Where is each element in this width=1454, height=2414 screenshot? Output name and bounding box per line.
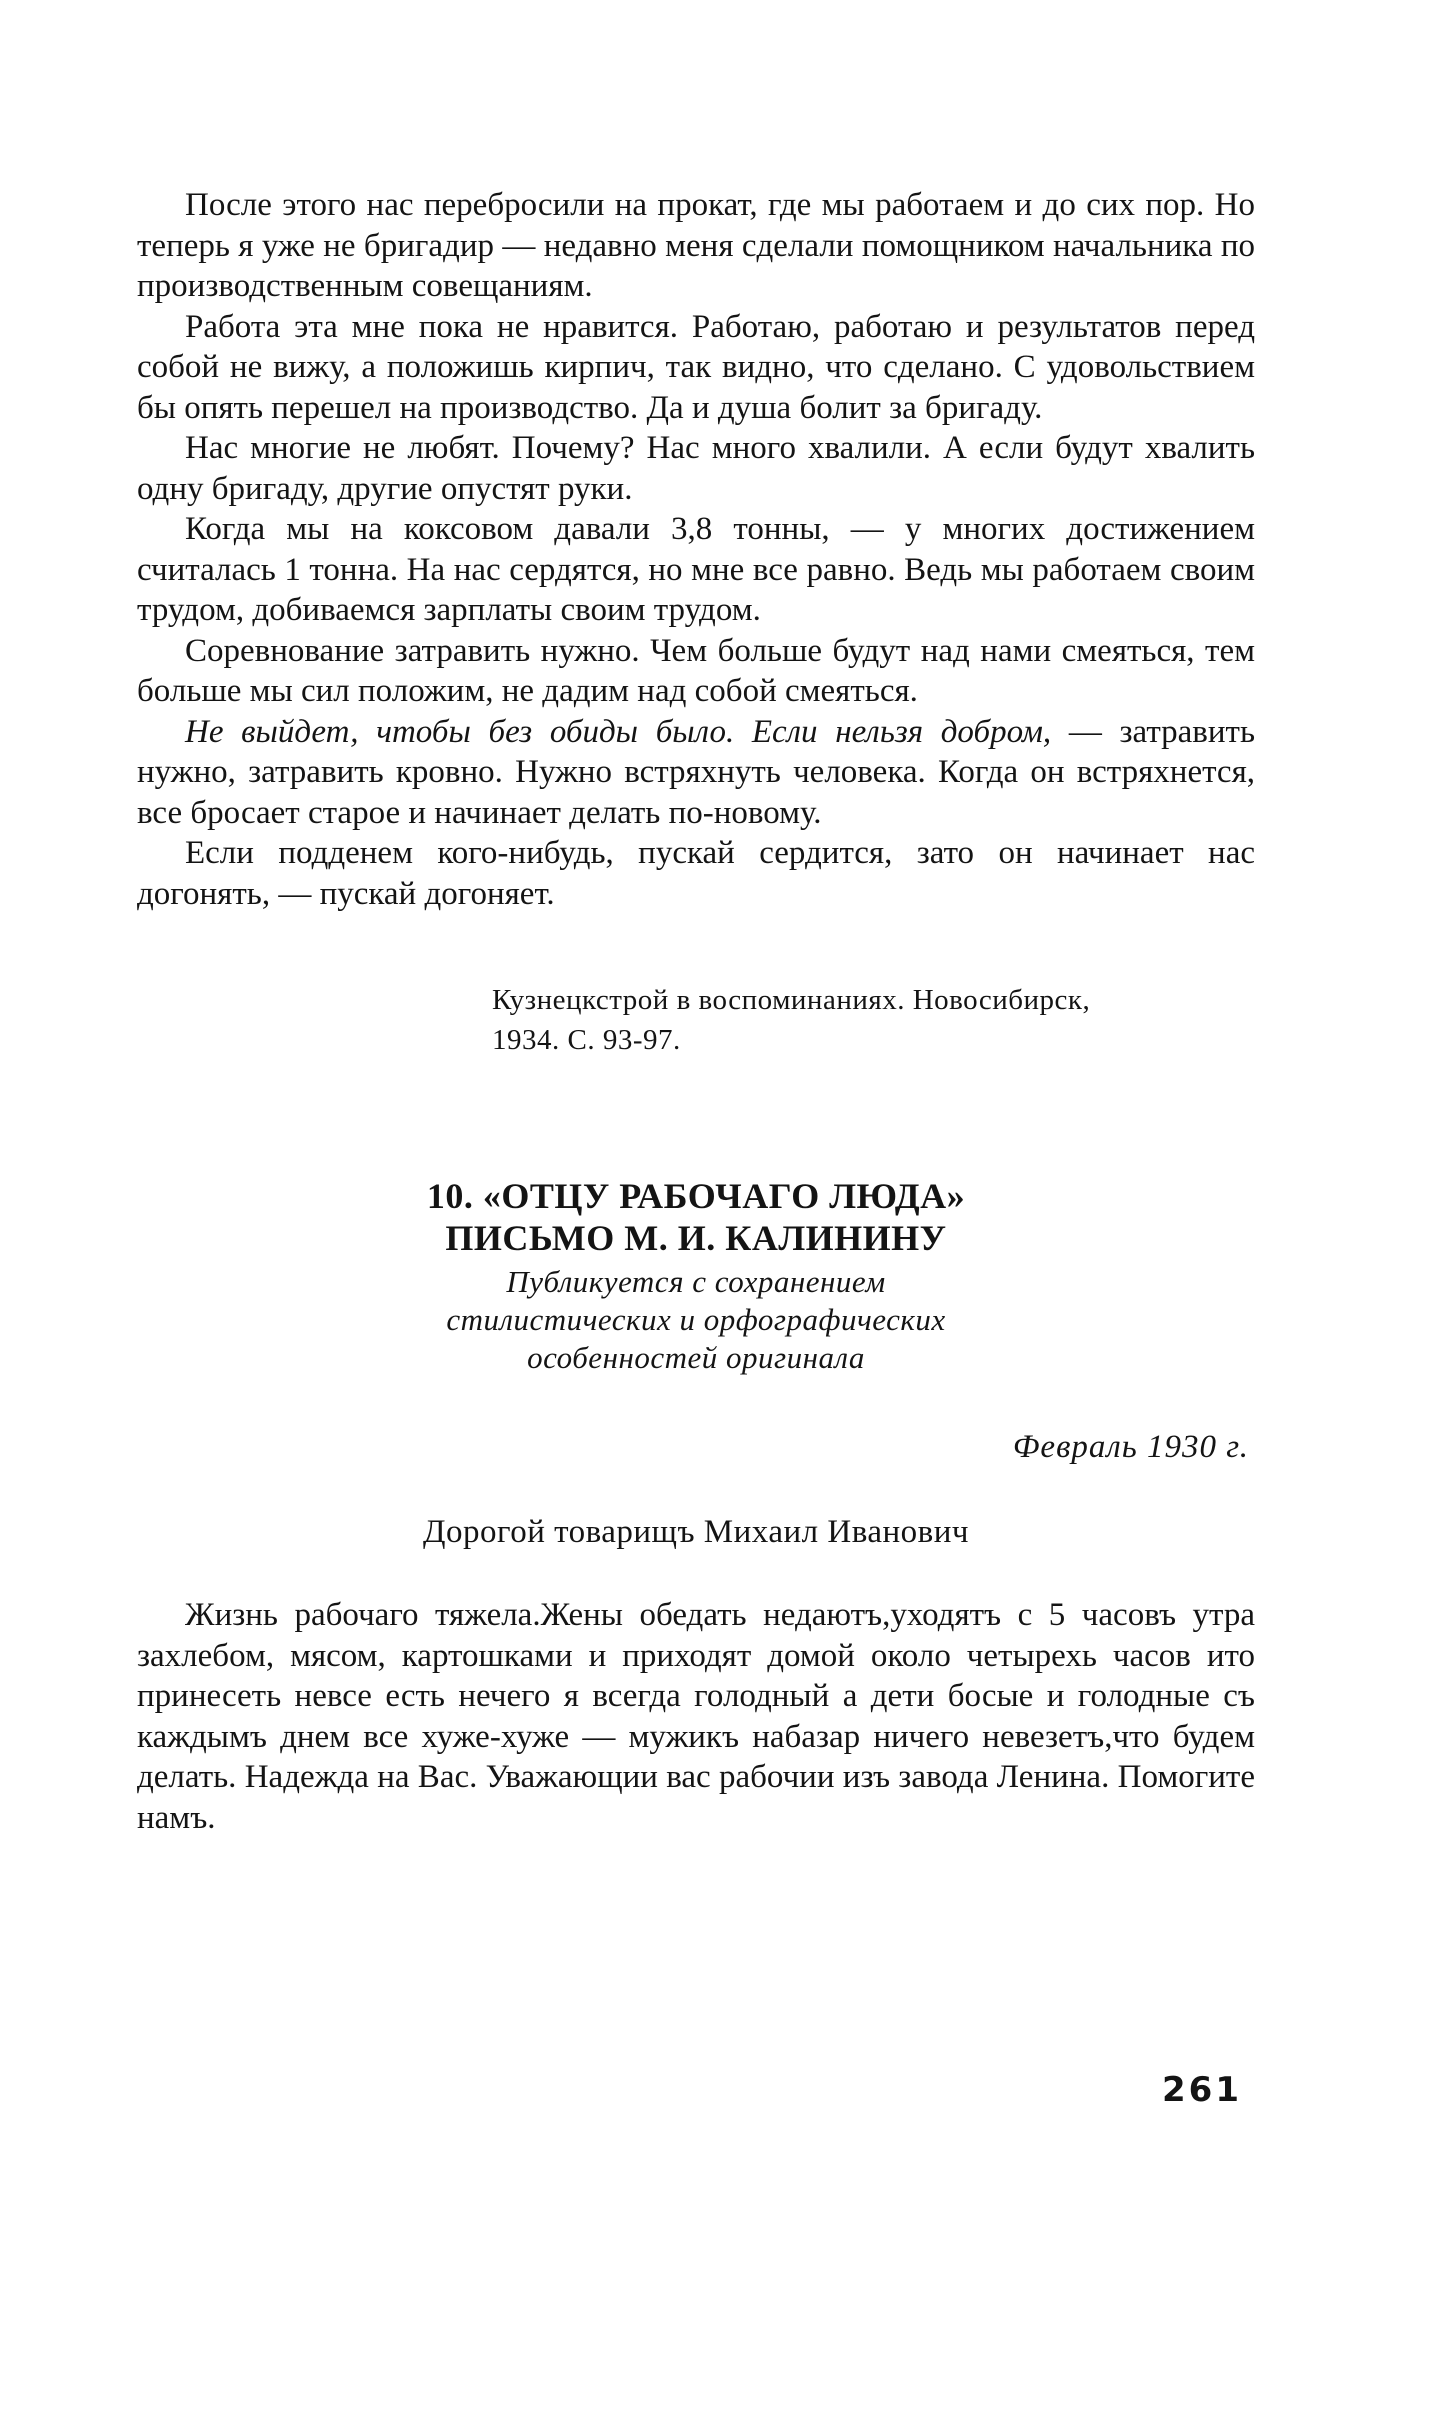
body-paragraph-4: Когда мы на коксовом давали 3,8 тонны, — у многих достижением считалась 1 тонна. На нас сердятся, но мне все равно. Ведь мы работаем своим трудом, добиваемся зарплаты своим трудом. [137, 511, 1255, 628]
body-paragraph-7: Если подденем кого-нибудь, пускай сердится, зато он начинает нас догонять, — пускай догоняет. [137, 835, 1255, 912]
citation-line-1: Кузнецкстрой в воспоминаниях. Новосибирск, [492, 984, 1091, 1016]
body-paragraph-1: После этого нас перебросили на прокат, где мы работаем и до сих пор. Но теперь я уже не бригадир — недавно меня сделали помощником начальника по производственным совещаниям. [137, 187, 1255, 304]
editorial-note-line-2: стилистических и орфографических [446, 1302, 946, 1337]
italic-phrase: Не выйдет, чтобы без обиды было. Если нельзя добром, [185, 713, 1052, 750]
body-paragraph-3: Нас многие не любят. Почему? Нас много хвалили. А если будут хвалить одну бригаду, другие опустят руки. [137, 430, 1255, 507]
letter-body: Жизнь рабочаго тяжела.Жены обедать недаютъ,уходятъ с 5 часовъ утра захлебом, мясом, картошками и приходят домой около четырехь часов ито принесеть невсе есть нечего я всегда голодный а дети босые и голодные съ каждымъ днем все хуже-хуже — мужикъ набазар ничего невезетъ,что будем делать. Надежда на Вас. Уважающии вас рабочии изъ завода Ленина. Помогите намъ. [137, 1597, 1255, 1836]
citation-line-2: 1934. С. 93-97. [492, 1024, 681, 1056]
document-heading [137, 1175, 1255, 1377]
text-column [137, 185, 1255, 1838]
editorial-note-line-3: особенностей оригинала [527, 1340, 865, 1375]
body-paragraph-2: Работа эта мне пока не нравится. Работаю, работаю и результатов перед собой не вижу, а положишь кирпич, так видно, что сделано. С удовольствием бы опять перешел на производство. Да и душа болит за бригаду. [137, 308, 1255, 426]
editorial-note-line-1: Публикуется с сохранением [506, 1264, 886, 1299]
source-citation [492, 980, 1255, 1060]
page-number: 261 [1162, 2070, 1242, 2110]
letter-date: Февраль 1930 г. [1012, 1429, 1249, 1465]
document-title-line-2: ПИСЬМО М. И. КАЛИНИНУ [445, 1218, 947, 1258]
body-paragraph-6 [137, 712, 1255, 834]
body-paragraph-5: Соревнование затравить нужно. Чем больше будут над нами смеяться, тем больше мы сил положим, не дадим над собой смеяться. [137, 632, 1255, 709]
document-title-line-1: 10. «ОТЦУ РАБОЧАГО ЛЮДА» [426, 1176, 966, 1216]
paragraph-continuation: — затравить нужно, затравить кровно. Нужно встряхнуть человека. Когда он встряхнется, все бросает старое и начинает делать по-новому. [137, 713, 1256, 831]
letter-salutation: Дорогой товарищъ Михаил Иванович [422, 1514, 969, 1550]
